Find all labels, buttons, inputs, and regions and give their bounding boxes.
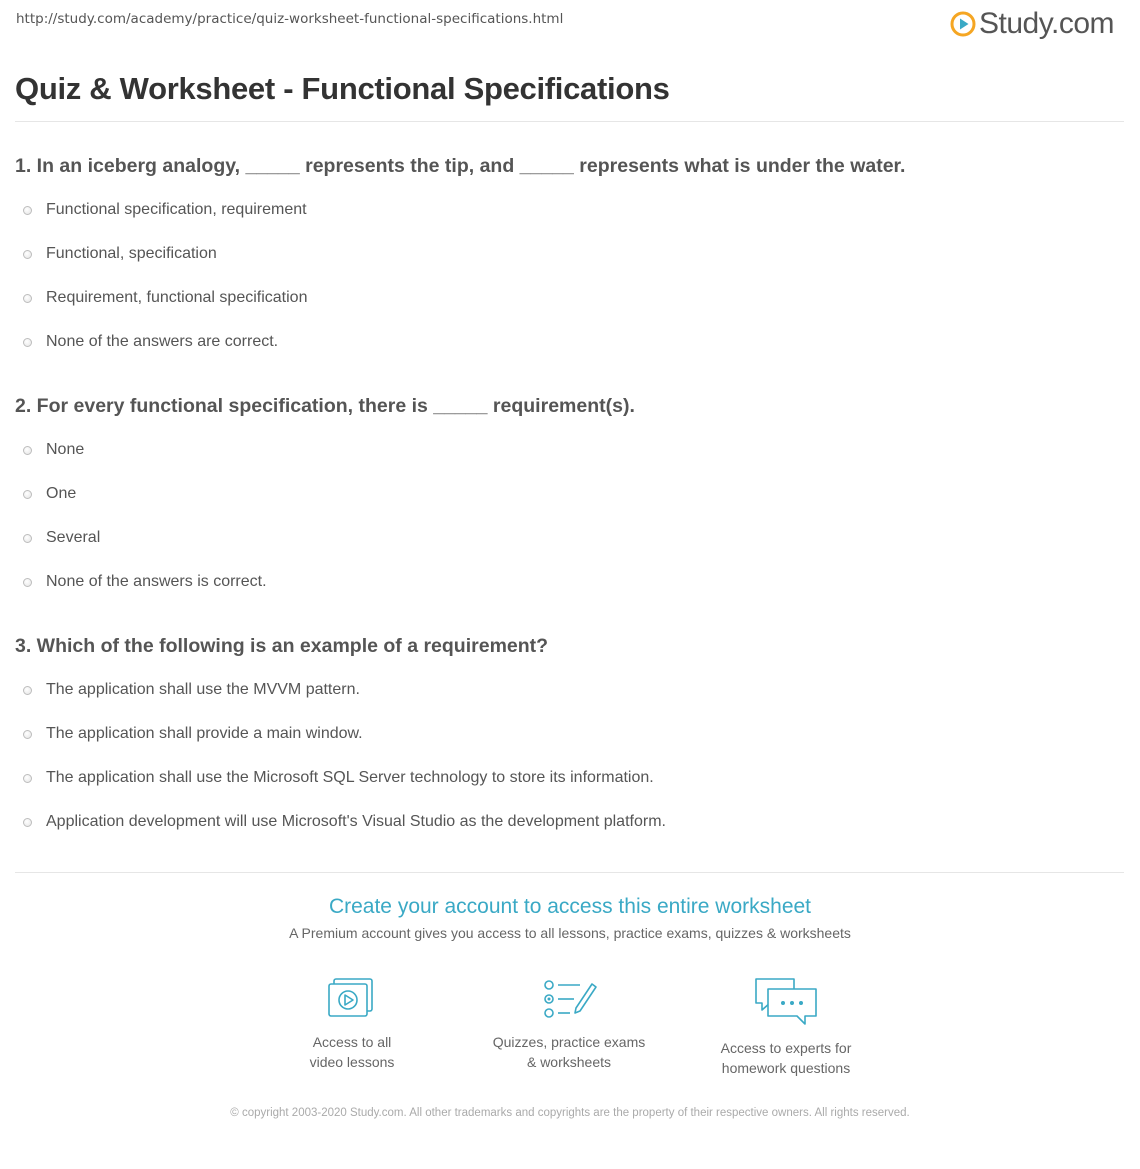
cta-subtitle: A Premium account gives you access to all lessons, practice exams, quizzes & worksheets bbox=[289, 925, 851, 941]
answer-label: None of the answers are correct. bbox=[46, 333, 279, 350]
question-2-text: 2. For every functional specification, there is _____ requirement(s). bbox=[15, 395, 635, 417]
answer-option[interactable] bbox=[23, 527, 100, 549]
feature-label: Quizzes, practice exams & worksheets bbox=[492, 1034, 646, 1070]
radio-button[interactable] bbox=[23, 774, 32, 783]
feature-label: Access to experts for homework questions bbox=[720, 1040, 852, 1076]
quiz-checklist-icon bbox=[540, 976, 598, 1022]
radio-button[interactable] bbox=[23, 338, 32, 347]
feature-experts bbox=[696, 976, 876, 1078]
radio-button[interactable] bbox=[23, 686, 32, 695]
feature-video-lessons bbox=[262, 976, 442, 1072]
chat-bubbles-icon bbox=[753, 976, 819, 1028]
answer-option[interactable] bbox=[23, 287, 307, 309]
video-lessons-icon bbox=[325, 976, 379, 1022]
answer-option[interactable] bbox=[23, 723, 363, 745]
divider bbox=[15, 121, 1124, 122]
answer-option[interactable] bbox=[23, 199, 307, 221]
answer-option[interactable] bbox=[23, 331, 278, 353]
feature-quizzes bbox=[479, 976, 659, 1072]
answer-option[interactable] bbox=[23, 439, 84, 461]
radio-button[interactable] bbox=[23, 818, 32, 827]
create-account-link[interactable]: Create your account to access this entire worksheet bbox=[328, 895, 812, 918]
page-title: Quiz & Worksheet - Functional Specifications bbox=[15, 71, 670, 106]
radio-button[interactable] bbox=[23, 206, 32, 215]
answer-label: One bbox=[46, 485, 77, 502]
answer-option[interactable] bbox=[23, 811, 666, 833]
answer-label: Several bbox=[46, 529, 101, 546]
divider bbox=[15, 872, 1124, 873]
page-url: http://study.com/academy/practice/quiz-worksheet-functional-specifications.html bbox=[16, 11, 564, 27]
answer-option[interactable] bbox=[23, 483, 76, 505]
answer-option[interactable] bbox=[23, 679, 360, 701]
answer-label: Functional specification, requirement bbox=[46, 201, 307, 218]
play-logo-icon bbox=[950, 11, 976, 37]
study-logo[interactable] bbox=[950, 6, 1114, 42]
answer-label: Functional, specification bbox=[46, 245, 217, 262]
answer-label: None of the answers is correct. bbox=[46, 573, 267, 590]
answer-label: The application shall use the Microsoft SQL Server technology to store its information. bbox=[46, 769, 654, 786]
answer-option[interactable] bbox=[23, 767, 654, 789]
question-3-text: 3. Which of the following is an example of a requirement? bbox=[15, 635, 549, 657]
radio-button[interactable] bbox=[23, 446, 32, 455]
answer-label: Requirement, functional specification bbox=[46, 289, 308, 306]
answer-option[interactable] bbox=[23, 571, 267, 593]
radio-button[interactable] bbox=[23, 578, 32, 587]
radio-button[interactable] bbox=[23, 730, 32, 739]
answer-label: The application shall use the MVVM pattern. bbox=[46, 681, 360, 698]
copyright-footer: © copyright 2003-2020 Study.com. All other trademarks and copyrights are the property of their respective owners. All rights reserved. bbox=[230, 1107, 910, 1119]
logo-text: Study.com bbox=[979, 7, 1114, 40]
answer-label: Application development will use Microsoft's Visual Studio as the development platform. bbox=[46, 813, 666, 830]
radio-button[interactable] bbox=[23, 294, 32, 303]
question-1-text: 1. In an iceberg analogy, _____ represents the tip, and _____ represents what is under the water. bbox=[15, 155, 906, 177]
radio-button[interactable] bbox=[23, 490, 32, 499]
radio-button[interactable] bbox=[23, 534, 32, 543]
answer-label: The application shall provide a main window. bbox=[46, 725, 363, 742]
answer-label: None bbox=[46, 441, 85, 458]
radio-button[interactable] bbox=[23, 250, 32, 259]
answer-option[interactable] bbox=[23, 243, 217, 265]
feature-label: Access to all video lessons bbox=[309, 1034, 395, 1070]
